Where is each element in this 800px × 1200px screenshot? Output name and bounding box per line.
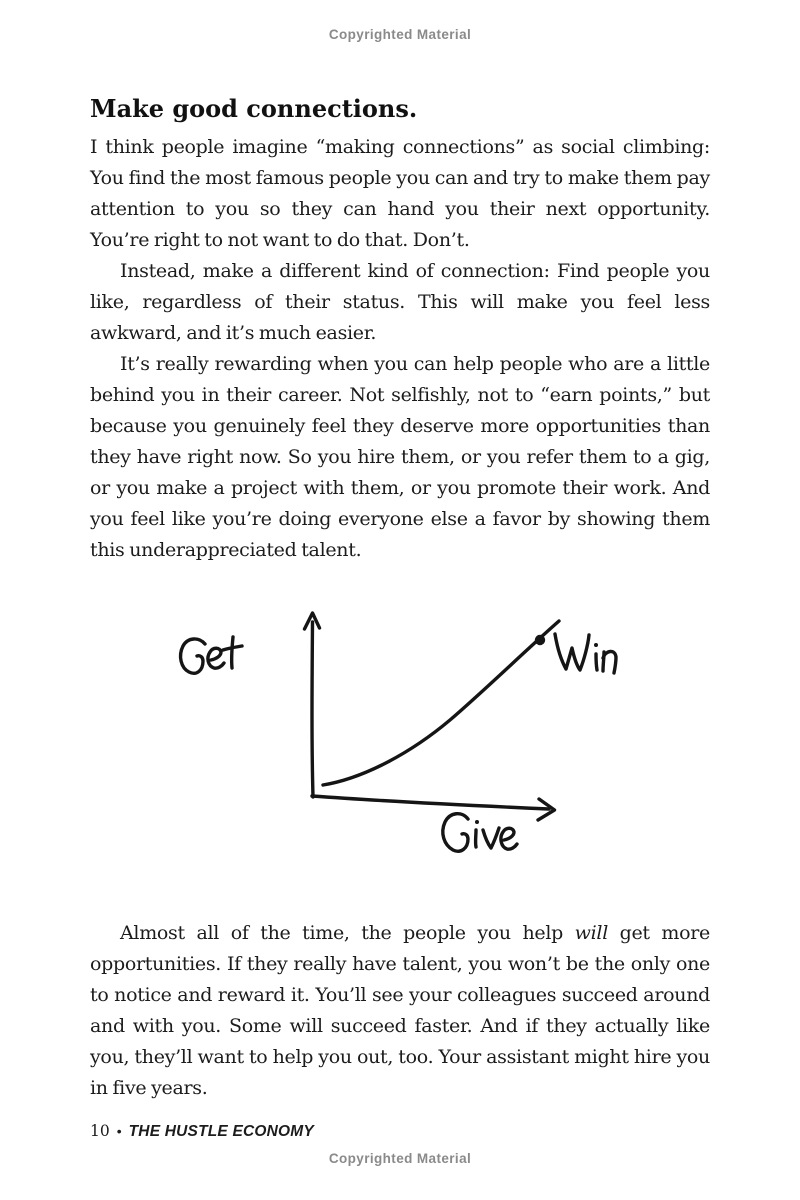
page-number: 10	[90, 1122, 110, 1140]
win-annotation-label	[555, 634, 616, 673]
y-axis	[305, 613, 320, 797]
x-axis-line	[312, 796, 549, 809]
page-footer	[90, 1122, 314, 1141]
x-axis-label-give	[443, 814, 517, 852]
give-get-chart	[90, 592, 710, 874]
copyright-notice-bottom: Copyrighted Material	[328, 1151, 472, 1166]
paragraph-1: I think people imagine “making connections” as social climbing: You find the most famous people you can and try to make them pay attention to you so they can hand you their next opportunity. You’re right to not want to do that. Don’t.	[90, 136, 710, 251]
paragraph-4	[90, 918, 710, 1104]
page-content	[90, 94, 710, 1104]
paragraph-3: It’s really rewarding when you can help people who are a little behind you in their career. Not selfishly, not to “earn points,” but because you genuinely feel they deserve more opportunities than they have right now. So you hire them, or you refer them to a gig, or you make a project with them, or you promote their work. And you feel like you’re doing everyone else a favor by showing them this underappreciated talent.	[90, 353, 710, 561]
paragraph-4-text-after: get more opportunities. If they really have talent, you won’t be the only one to notice and reward it. You’ll see your colleagues succeed around and with you. Some will succeed faster. And if they actually like you, they’ll want to help you out, too. Your assistant might hire you in five years.	[90, 922, 710, 1099]
win-point-marker	[535, 635, 545, 645]
chart-canvas	[150, 592, 650, 874]
give-get-curve	[323, 621, 559, 785]
emphasized-word-will: will	[574, 922, 608, 944]
x-axis	[312, 796, 555, 820]
copyright-notice-top: Copyrighted Material	[328, 27, 472, 42]
y-axis-label-get	[181, 637, 242, 673]
paragraph-4-text-before: Almost all of the time, the people you help	[120, 922, 575, 944]
book-title: THE HUSTLE ECONOMY	[128, 1123, 314, 1140]
section-heading: Make good connections.	[90, 94, 418, 123]
footer-bullet-icon: •	[116, 1123, 122, 1139]
paragraph-2: Instead, make a different kind of connection: Find people you like, regardless of their status. This will make you feel less awkward, and it’s much easier.	[90, 260, 710, 344]
y-axis-line	[312, 622, 313, 797]
